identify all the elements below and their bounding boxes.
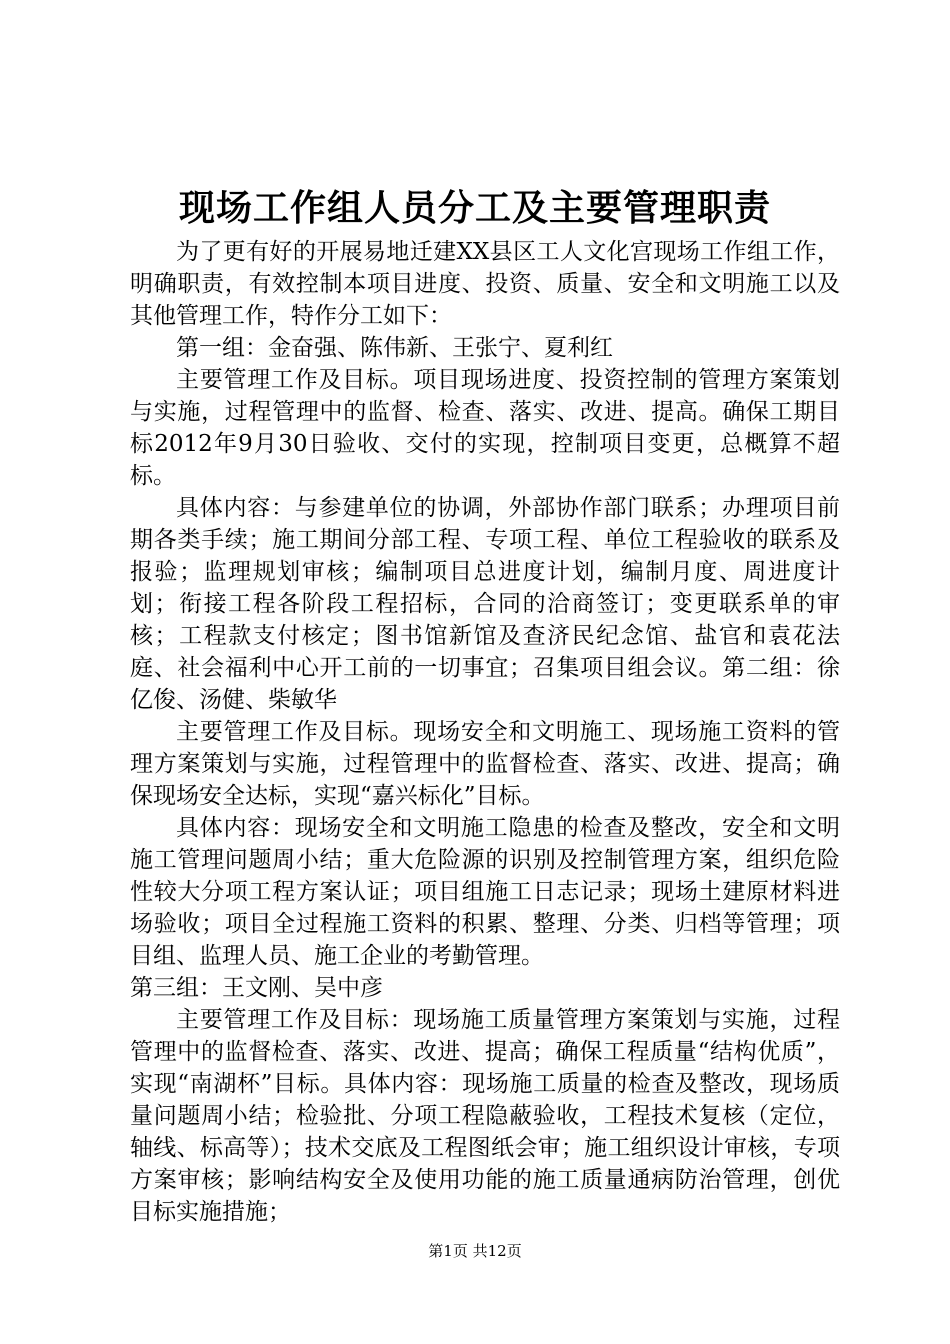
paragraph-group-1-members: 第一组：金奋强、陈伟新、王张宁、夏利红 (176, 335, 613, 361)
page-indicator: 第1页 共12页 (428, 1242, 522, 1260)
document-title: 现场工作组人员分工及主要管理职责 (178, 187, 771, 229)
paragraph-group-3-members: 第三组：王文刚、吴中彦 (130, 975, 383, 1001)
document-body (130, 236, 840, 1228)
paragraph-group-2-goals: 主要管理工作及目标。现场安全和文明施工、现场施工资料的管理方案策划与实施，过程管理中的监督检查、落实、改进、提高；确保现场安全达标，实现“嘉兴标化”目标。 (130, 719, 840, 809)
paragraph-group-3-goals: 主要管理工作及目标：现场施工质量管理方案策划与实施，过程管理中的监督检查、落实、改进、提高；确保工程质量“结构优质”，实现“南湖杯”目标。具体内容：现场施工质量的检查及整改，现场质量问题周小结；检验批、分项工程隐蔽验收，工程技术复核（定位，轴线、标高等）；技术交底及工程图纸会审；施工组织设计审核，专项方案审核；影响结构安全及使用功能的施工质量通病防治管理，创优目标实施措施； (130, 1007, 840, 1225)
paragraph-group-1-details: 具体内容：与参建单位的协调，外部协作部门联系；办理项目前期各类手续；施工期间分部工程、专项工程、单位工程验收的联系及报验；监理规划审核；编制项目总进度计划，编制月度、周进度计划；衔接工程各阶段工程招标，合同的洽商签订；变更联系单的审核；工程款支付核定；图书馆新馆及查济民纪念馆、盐官和袁花法庭、社会福利中心开工前的一切事宜；召集项目组会议。第二组：徐亿俊、汤健、柴敏华 (130, 495, 840, 713)
paragraph-group-1-goals: 主要管理工作及目标。项目现场进度、投资控制的管理方案策划与实施，过程管理中的监督、检查、落实、改进、提高。确保工期目标2012年9月30日验收、交付的实现，控制项目变更，总概算不超标。 (130, 367, 840, 489)
paragraph-group-2-details: 具体内容：现场安全和文明施工隐患的检查及整改，安全和文明施工管理问题周小结；重大危险源的识别及控制管理方案，组织危险性较大分项工程方案认证；项目组施工日志记录；现场土建原材料进场验收；项目全过程施工资料的积累、整理、分类、归档等管理；项目组、监理人员、施工企业的考勤管理。 (130, 815, 840, 969)
paragraph-intro: 为了更有好的开展易地迁建XX县区工人文化宫现场工作组工作，明确职责，有效控制本项目进度、投资、质量、安全和文明施工以及其他管理工作，特作分工如下： (130, 239, 840, 329)
